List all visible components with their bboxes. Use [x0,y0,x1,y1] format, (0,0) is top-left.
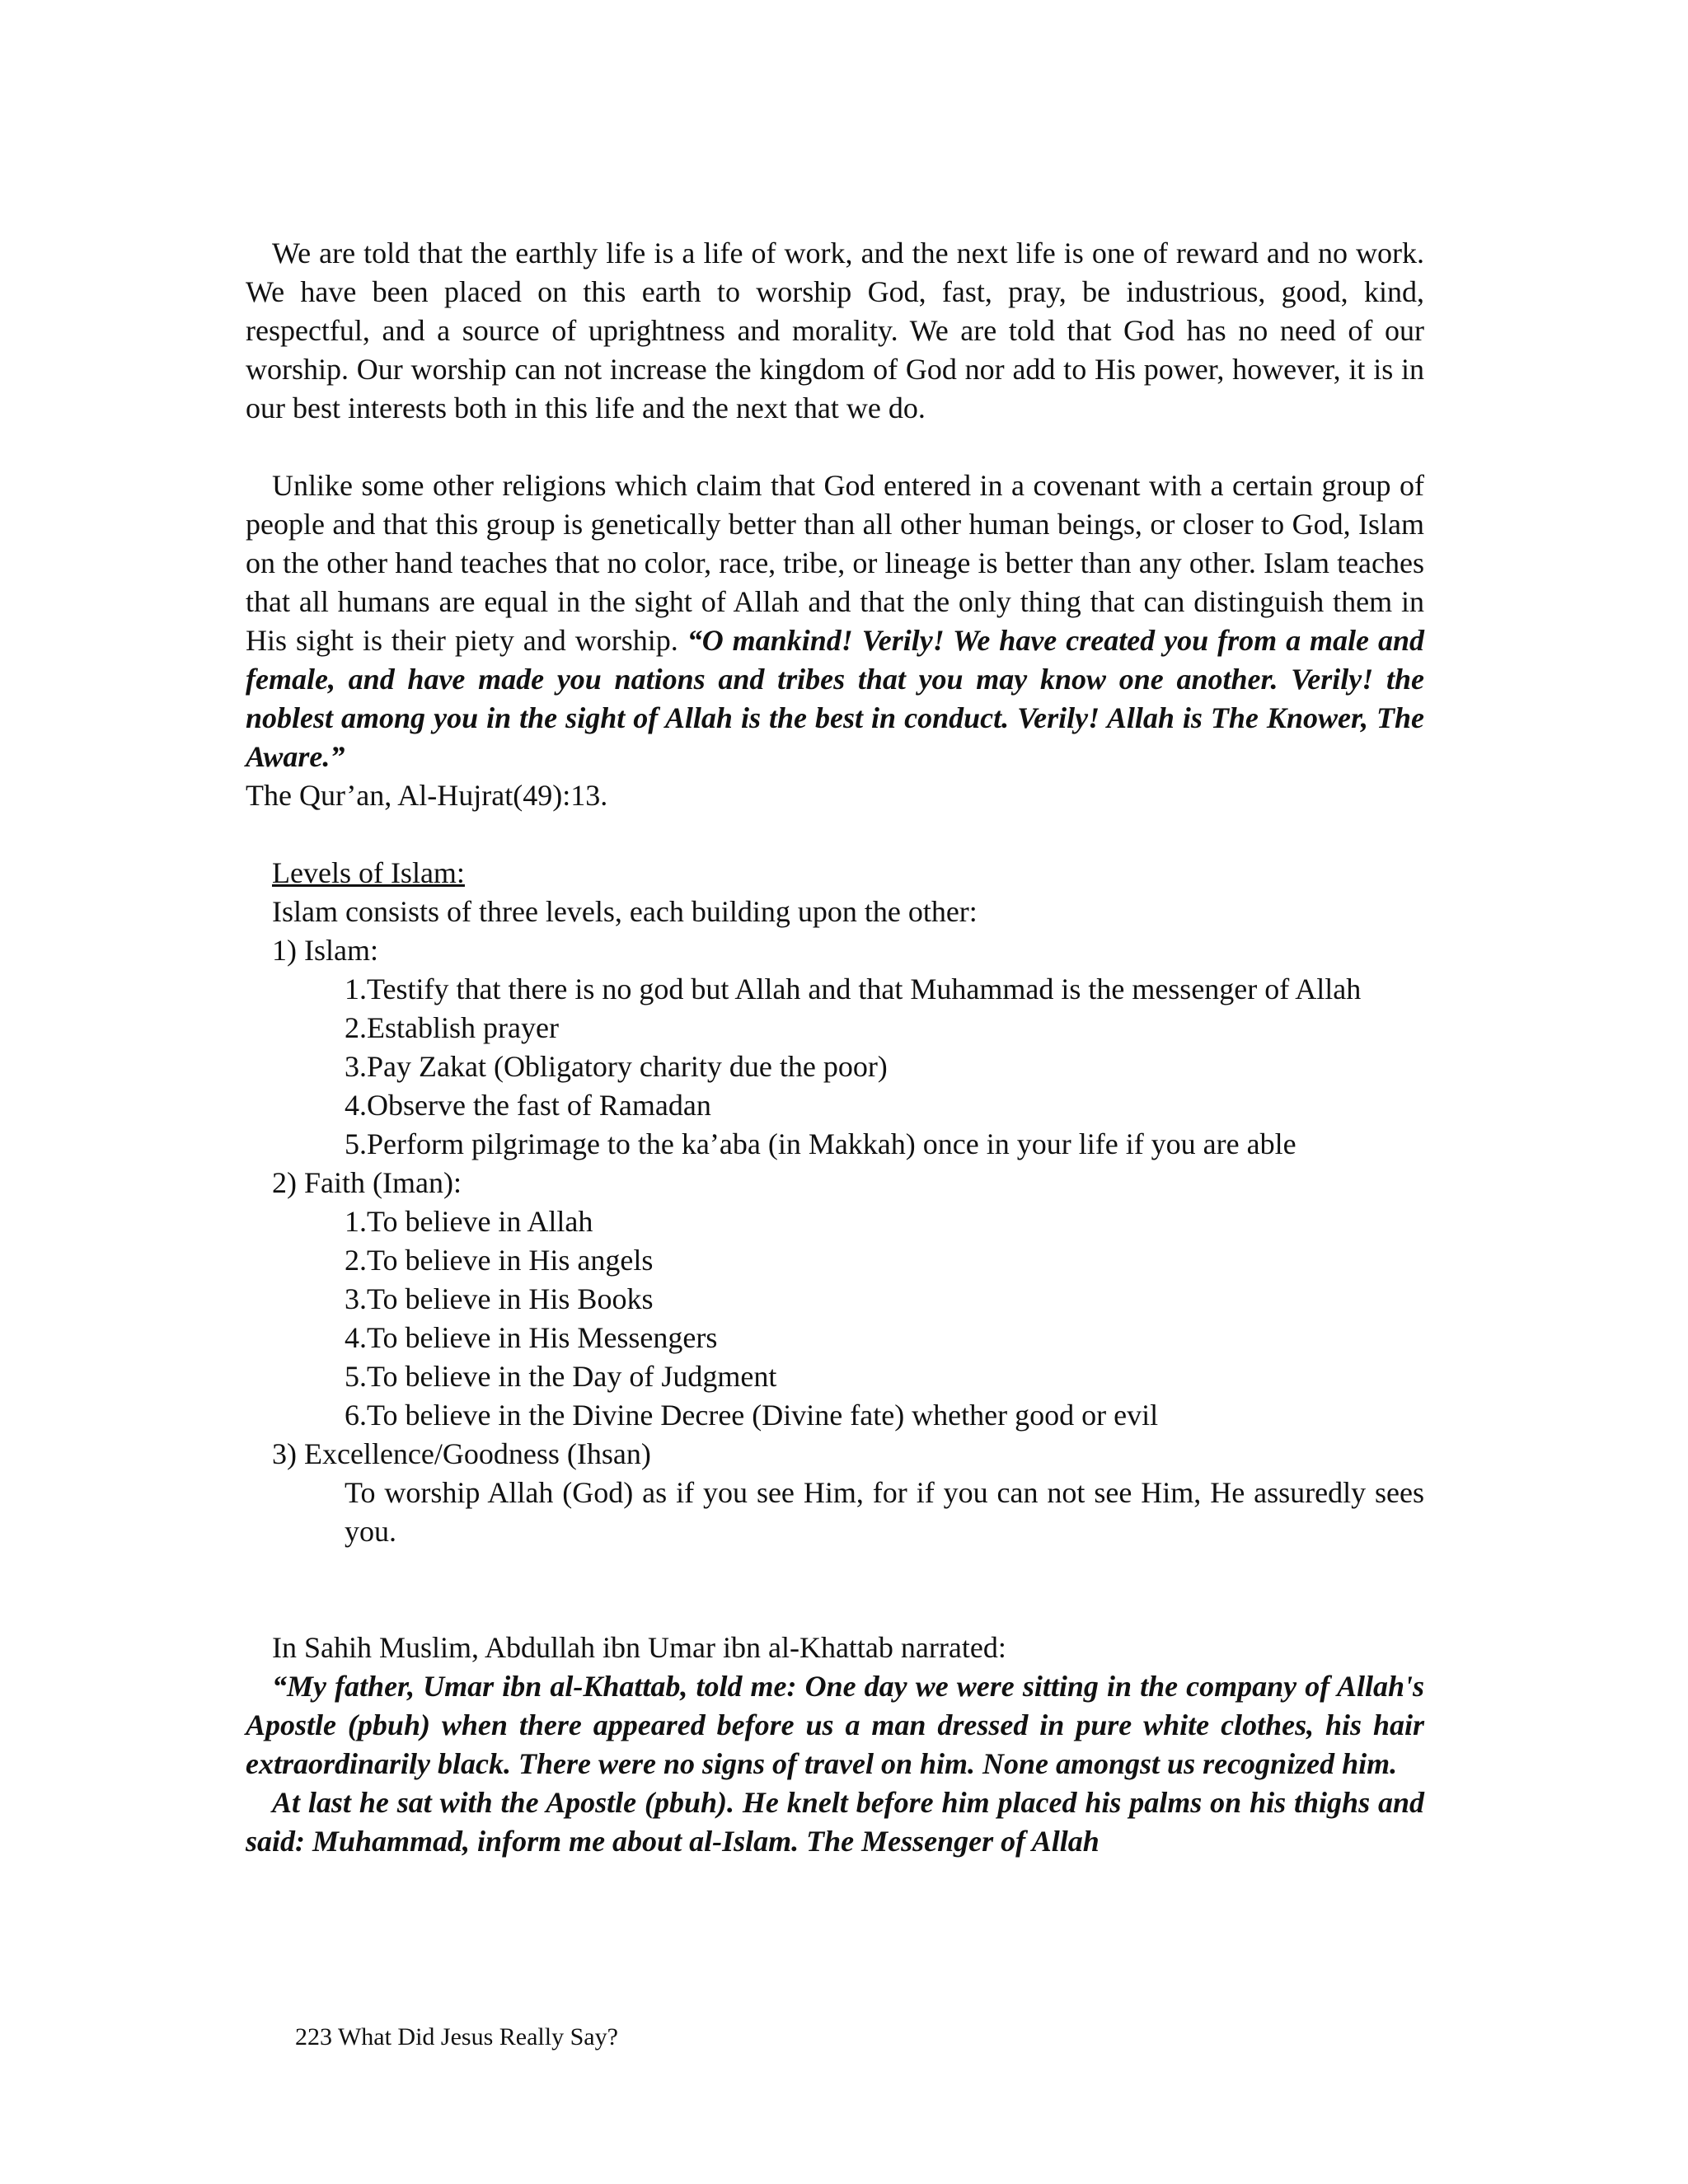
page-footer: 223 What Did Jesus Really Say? [295,2023,618,2050]
list-item: 4.To believe in His Messengers [345,1321,718,1354]
list-item: 3.Pay Zakat (Obligatory charity due the poor) [345,1050,888,1083]
quran-quote: “O mankind! Verily! We have created you from a male and female, and have made you nations and tribes that you may know one another. Verily! the noblest among you in the sight of Allah is the best in conduct. Verily! Allah is The Knower, The Aware.” [246,624,1425,773]
paragraph-equality-text: Unlike some other religions which claim that God entered in a covenant with a certain group of people and that this group is genetically better than all other human beings, or closer to God, Islam on the other hand teaches that no color, race, tribe, or lineage is better than any other. Islam teaches that all humans are equal in the sight of Allah and that the only thing that can distinguish them in His sight is their piety and worship. [246,469,1424,657]
list-item: 2.Establish prayer [345,1011,559,1044]
hadith-quote-2: At last he sat with the Apostle (pbuh). He knelt before him placed his palms on his thighs and said: Muhammad, inform me about al-Islam. The Messenger of Allah [246,1786,1424,1858]
list-item: 4.Observe the fast of Ramadan [345,1089,711,1122]
section-title-levels: Levels of Islam: [272,856,465,889]
hadith-intro: In Sahih Muslim, Abdullah ibn Umar ibn al-Khattab narrated: [272,1631,1006,1664]
spacer [246,1551,1424,1629]
level-islam-heading: 1) Islam: [272,934,378,967]
hadith-quote-1: “My father, Umar ibn al-Khattab, told me: One day we were sitting in the company of Allah's Apostle (pbuh) when there appeared before us a man dressed in pure white clothes, his hair extraordinarily black. There were no signs of travel on him. None amongst us recognized him. [246,1670,1424,1780]
list-item: 2.To believe in His angels [345,1244,654,1277]
level-iman-list [246,1202,1424,1435]
level-ihsan-text: To worship Allah (God) as if you see Him, for if you can not see Him, He assuredly sees you. [345,1476,1424,1548]
paragraph-equality [246,466,1424,815]
list-item: 5.Perform pilgrimage to the ka’aba (in Makkah) once in your life if you are able [345,1127,1296,1160]
level-ihsan-heading: 3) Excellence/Goodness (Ihsan) [272,1437,651,1470]
list-item: 5.To believe in the Day of Judgment [345,1360,777,1393]
list-item: 1.Testify that there is no god but Allah and that Muhammad is the messenger of Allah [345,972,1362,1005]
list-item: 1.To believe in Allah [345,1205,593,1238]
list-item: 3.To believe in His Books [345,1282,654,1315]
list-item: 6.To believe in the Divine Decree (Divine fate) whether good or evil [345,1399,1159,1432]
quran-source: The Qur’an, Al-Hujrat(49):13. [246,779,608,812]
paragraph-earthly-life: We are told that the earthly life is a life of work, and the next life is one of reward and no work. We have been placed on this earth to worship God, fast, pray, be industrious, good, kind, respectful, and a source of uprightness and morality. We are told that God has no need of our worship. Our worship can not increase the kingdom of God nor add to His power, however, it is in our best interests both in this life and the next that we do. [246,237,1424,424]
spacer [246,815,1424,854]
spacer [246,428,1424,466]
page-body [246,234,1424,1861]
level-islam-list [246,970,1424,1164]
levels-intro: Islam consists of three levels, each building upon the other: [272,895,978,928]
level-iman-heading: 2) Faith (Iman): [272,1166,462,1199]
